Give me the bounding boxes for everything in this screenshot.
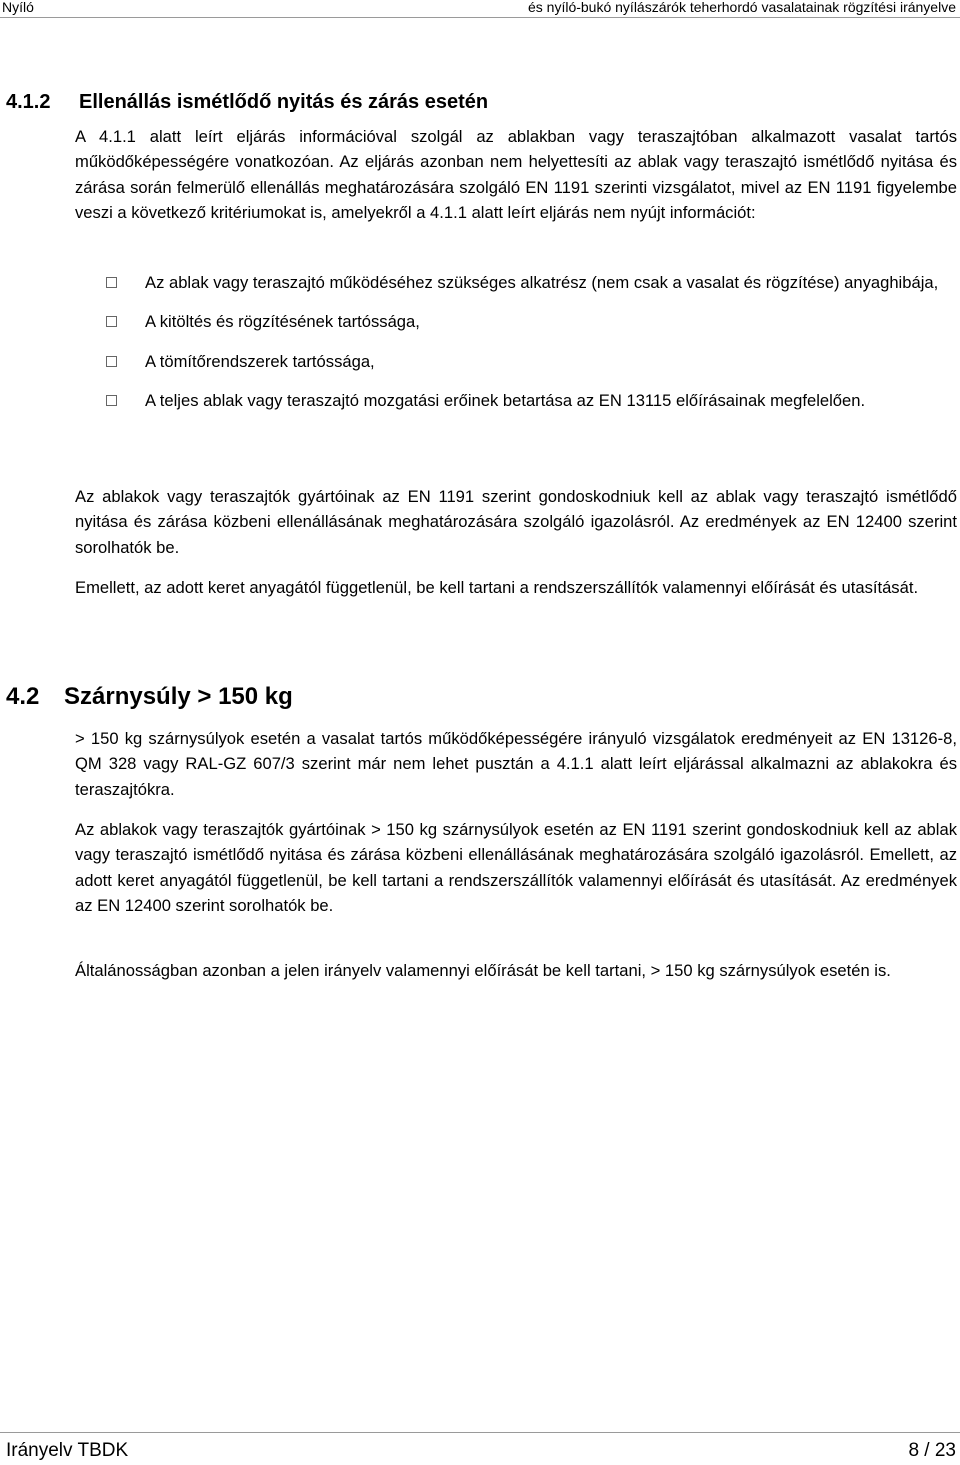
header-left-text: Nyíló: [2, 0, 34, 15]
list-item: [0, 309, 957, 334]
section-title: Ellenállás ismétlődő nyitás és zárás esetén: [79, 91, 489, 113]
square-bullet-icon: [106, 356, 117, 367]
sash-weight-paragraph-3: Általánosságban azonban a jelen irányelv valamennyi előírását be kell tartani, > 150 kg szárnysúlyok esetén is.: [75, 961, 891, 980]
list-item: [0, 388, 957, 413]
list-item-text: Az ablak vagy teraszajtó működéséhez szükséges alkatrész (nem csak a vasalat és rögzítése) anyaghibája,: [145, 273, 939, 292]
page-header: [0, 0, 960, 18]
list-item-text: A teljes ablak vagy teraszajtó mozgatási erőinek betartása az EN 13115 előírásainak megfelelően.: [145, 391, 866, 411]
section-heading-4-2: [6, 683, 293, 711]
sash-weight-paragraph-2: Az ablakok vagy teraszajtók gyártóinak > 150 kg szárnysúlyok esetén az EN 1191 szerint gondoskodniuk kell az ablak vagy teraszajtó ismétlődő nyitása és zárása közbeni ellenállásának meghatározására szolgáló igazolásról. Emellett, az adott keret anyagától függetlenül, be kell tartani a rendszerszállítók valamennyi előírását és utasítását. Az eredmények az EN 12400 szerint sorolhatók be.: [75, 820, 957, 916]
sash-weight-paragraph-1: > 150 kg szárnysúlyok esetén a vasalat tartós működőképességére irányuló vizsgálatok eredményeit az EN 13126-8, QM 328 vagy RAL-GZ 607/3 szerint már nem lehet pusztán a 4.1.1 alatt leírt eljárással alkalmazni az ablakokra és teraszajtókra.: [75, 729, 957, 799]
list-item-text: A tömítőrendszerek tartóssága,: [145, 351, 375, 371]
footer-left-text: Irányelv TBDK: [6, 1440, 129, 1461]
section-intro-paragraph: A 4.1.1 alatt leírt eljárás információval szolgál az ablakban vagy teraszajtóban alkalmazott vasalat tartós működőképességére vonatkozóan. Az eljárás azonban nem helyettesíti az ablak vagy teraszajtó ismétlődő nyitása és zárása során felmerülő ellenállás meghatározására szolgáló EN 1191 szerinti vizsgálatot, mivel az EN 1191 figyelembe veszi a következő kritériumokat is, amelyekről a 4.1.1 alatt leírt eljárás nem nyújt információt:: [75, 127, 957, 223]
criteria-list: [0, 270, 960, 428]
page-number: 8 / 23: [908, 1440, 956, 1461]
manufacturer-verification-paragraph: Az ablakok vagy teraszajtók gyártóinak az EN 1191 szerint gondoskodniuk kell az ablak vagy teraszajtó ismétlődő nyitása és zárása közbeni ellenállásának meghatározására szolgáló igazolásról. Az eredmények az EN 12400 szerint sorolhatók be.: [75, 487, 957, 557]
list-item-text: A kitöltés és rögzítésének tartóssága,: [145, 312, 420, 332]
system-supplier-paragraph: Emellett, az adott keret anyagától függetlenül, be kell tartani a rendszerszállítók valamennyi előírását és utasítását.: [75, 578, 919, 597]
square-bullet-icon: [106, 395, 117, 406]
list-item: [0, 349, 957, 374]
header-right-text: és nyíló-bukó nyílászárók teherhordó vasalatainak rögzítési irányelve: [527, 0, 956, 15]
square-bullet-icon: [106, 277, 117, 288]
section-number: 4.2: [6, 683, 40, 710]
list-item: [0, 270, 957, 295]
footer-divider: [0, 1432, 960, 1433]
square-bullet-icon: [106, 316, 117, 327]
section-heading-4-1-2: [6, 90, 488, 114]
section-number: 4.1.2: [6, 91, 51, 113]
section-title: Szárnysúly > 150 kg: [64, 683, 293, 710]
